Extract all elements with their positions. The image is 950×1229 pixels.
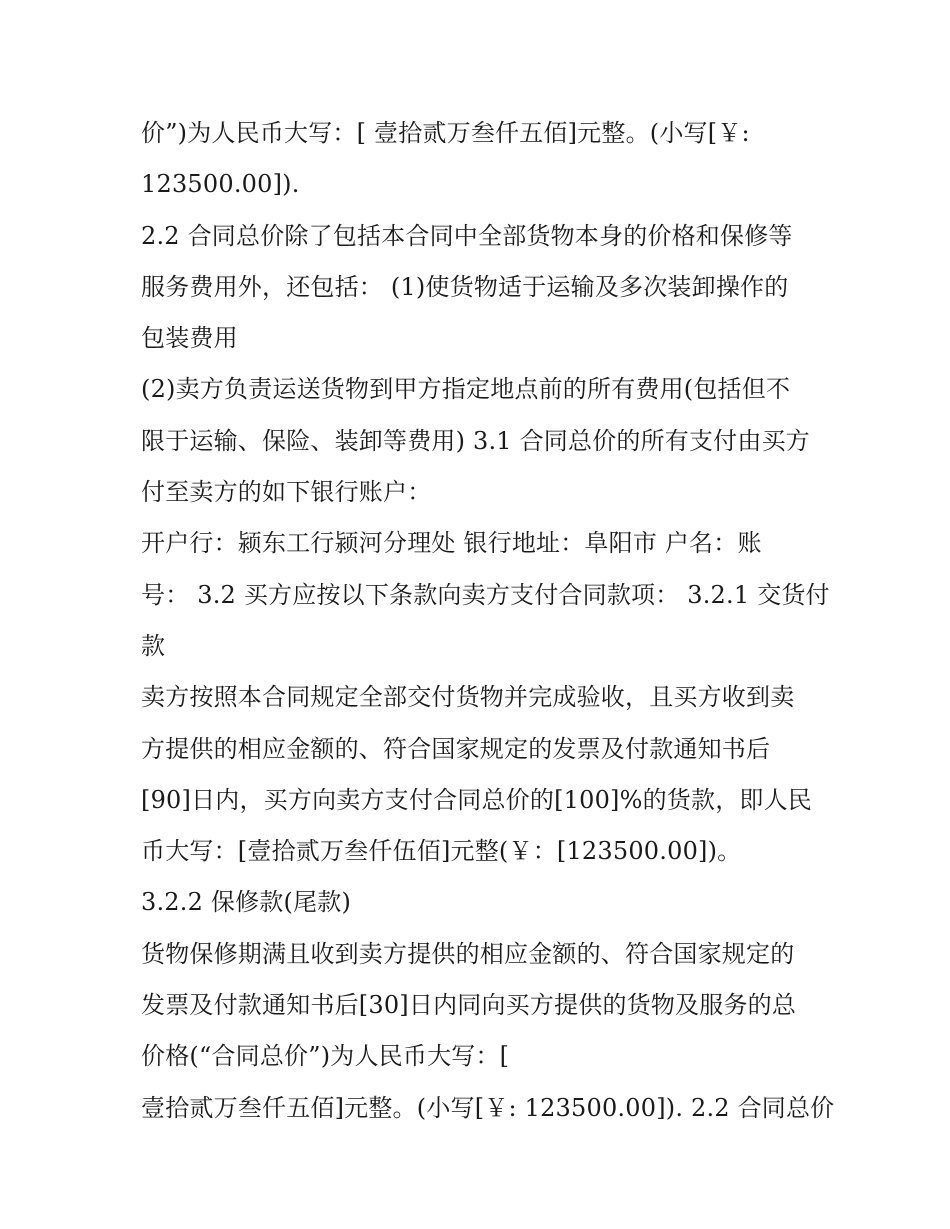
document-body — [141, 108, 835, 1134]
text-line: 壹拾贰万叁仟五佰]元整。(小写[￥: 123500.00]). 2.2 合同总价 — [141, 1093, 835, 1122]
text-line: 款 — [141, 631, 166, 660]
text-line: 卖方按照本合同规定全部交付货物并完成验收，且买方收到卖 — [141, 683, 795, 712]
text-line: 123500.00]). — [141, 170, 300, 199]
text-line: 包装费用 — [141, 324, 238, 353]
text-line: 3.2.2 保修款(尾款) — [141, 888, 352, 917]
text-line: 价”)为人民币大写：[ 壹拾贰万叁仟五佰]元整。(小写[￥: — [141, 119, 750, 147]
text-line: 价格(“合同总价”)为人民币大写：[ — [141, 1042, 510, 1071]
text-line: 货物保修期满且收到卖方提供的相应金额的、符合国家规定的 — [141, 939, 795, 968]
text-line: 方提供的相应金额的、符合国家规定的发票及付款通知书后 — [141, 734, 771, 763]
text-line: 开户行：颍东工行颍河分理处 银行地址：阜阳市 户名：账 — [141, 529, 762, 558]
text-line: [90]日内，买方向卖方支付合同总价的[100]%的货款，即人民 — [141, 785, 813, 814]
text-line: 号： 3.2 买方应按以下条款向卖方支付合同款项： 3.2.1 交货付 — [141, 580, 830, 609]
text-line: (2)卖方负责运送货物到甲方指定地点前的所有费用(包括但不 — [141, 375, 791, 404]
text-line: 付至卖方的如下银行账户： — [141, 478, 432, 507]
text-line: 币大写：[壹拾贰万叁仟伍佰]元整(￥：[123500.00])。 — [141, 837, 742, 866]
text-line: 2.2 合同总价除了包括本合同中全部货物本身的价格和保修等 — [141, 221, 793, 250]
text-line: 服务费用外，还包括： (1)使货物适于运输及多次装卸操作的 — [141, 272, 789, 301]
text-line: 发票及付款通知书后[30]日内同向买方提供的货物及服务的总 — [141, 991, 797, 1020]
text-line: 限于运输、保险、装卸等费用) 3.1 合同总价的所有支付由买方 — [141, 426, 810, 455]
